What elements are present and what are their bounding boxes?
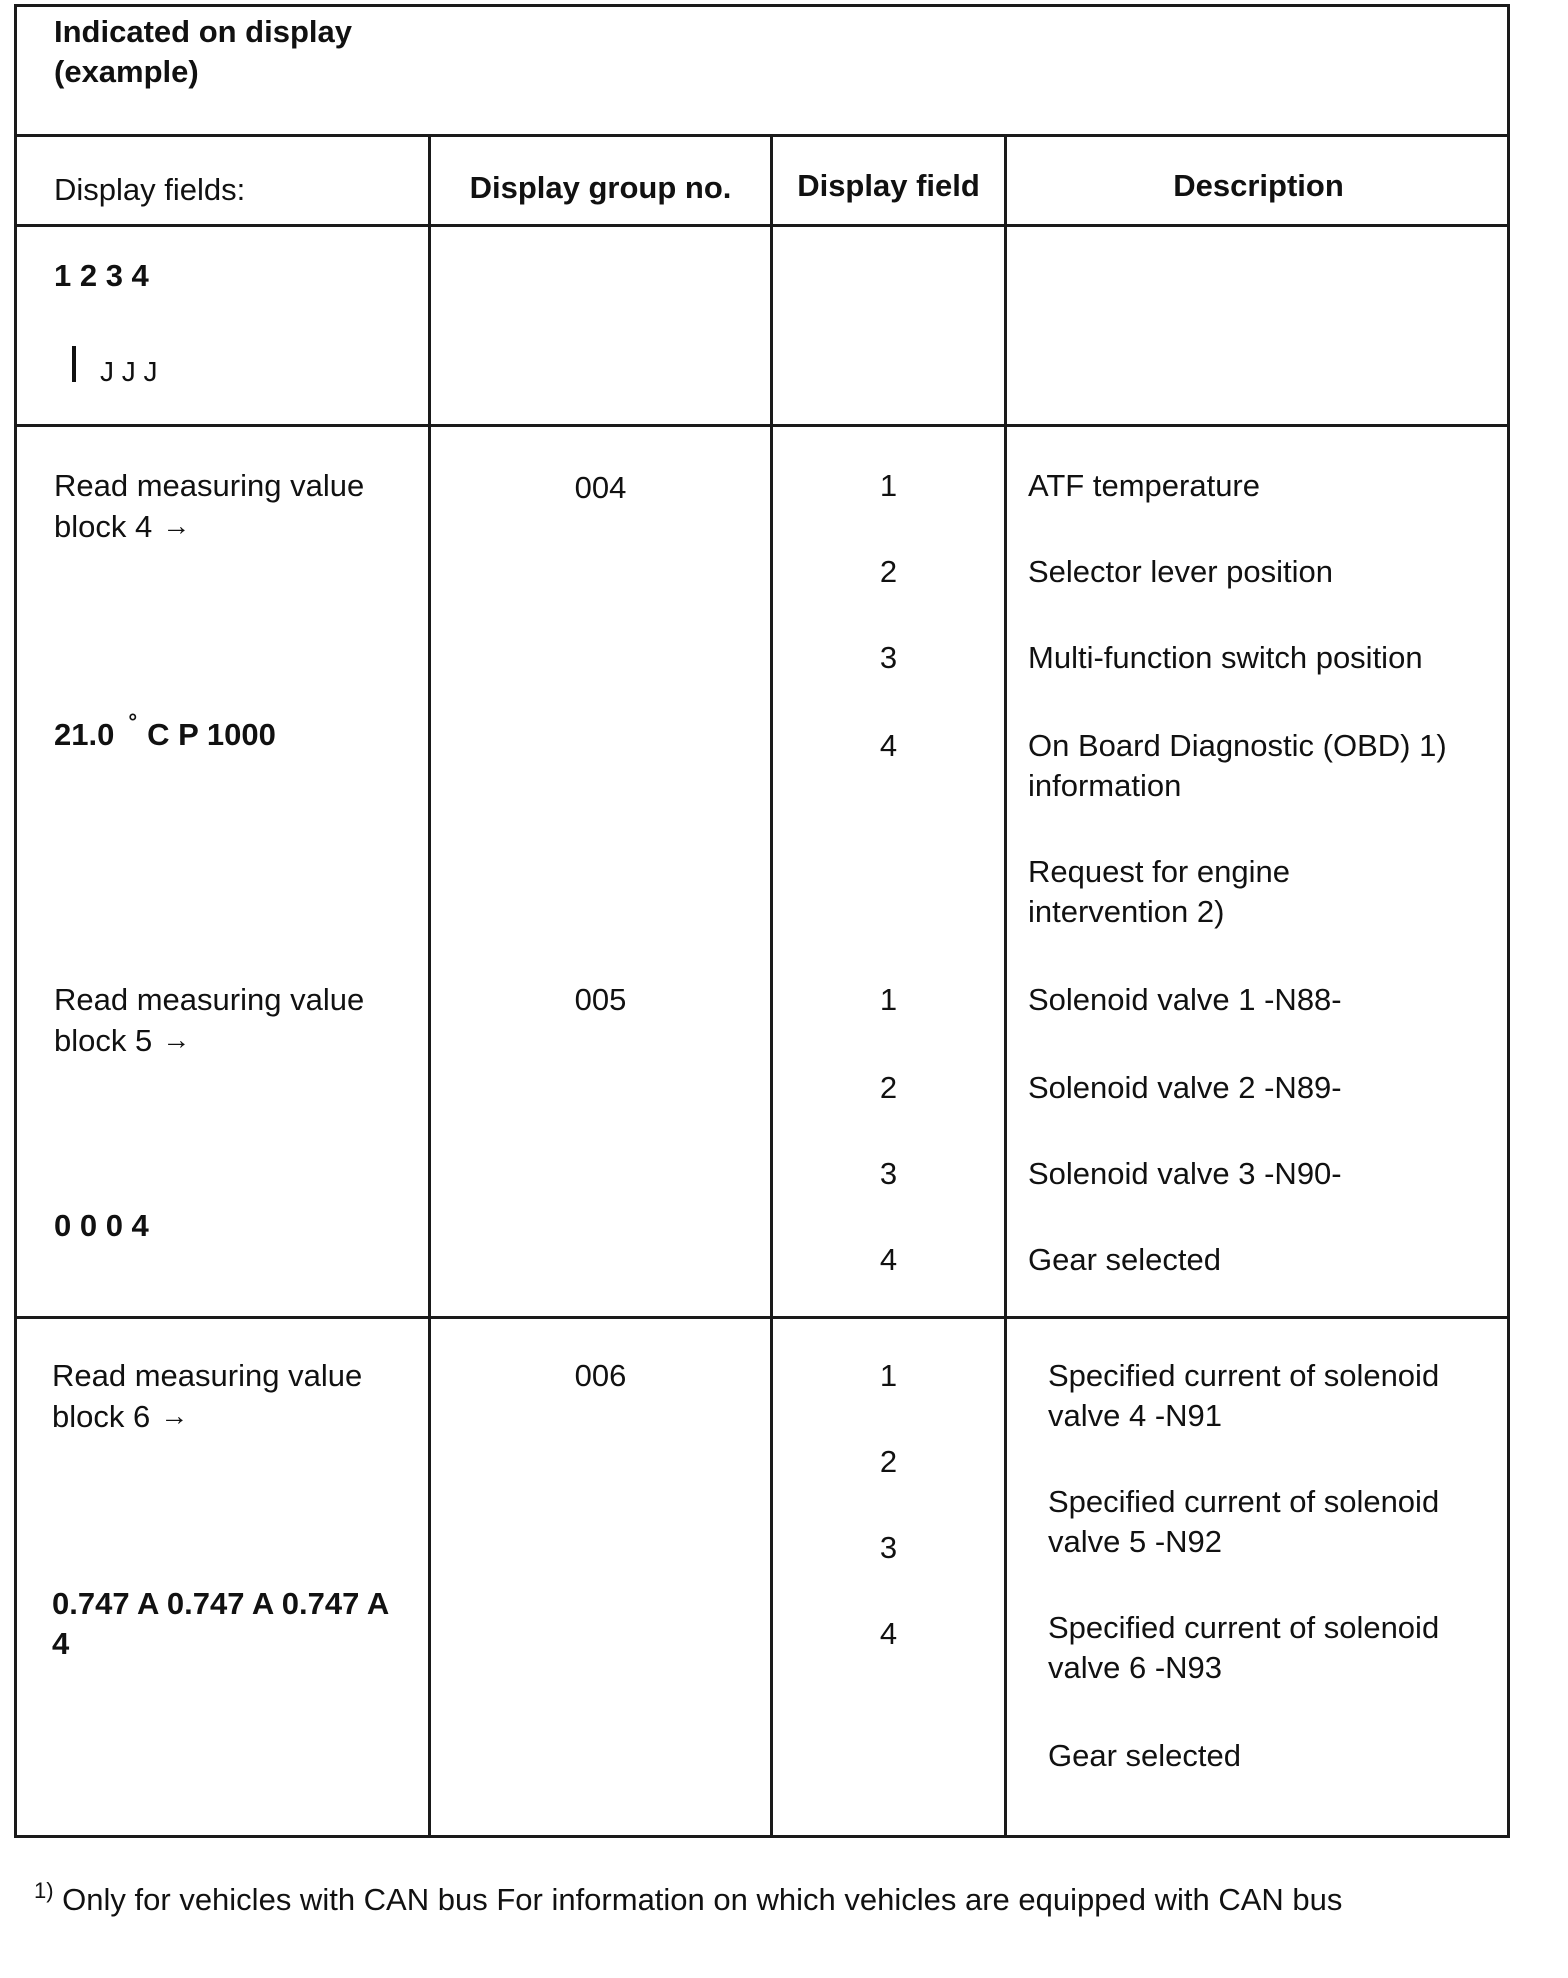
- block4-description-2: Selector lever position: [1028, 554, 1333, 589]
- block6-reading: 0.747 A 0.747 A 0.747 A 4: [52, 1586, 390, 1661]
- block4-field-2: 2: [879, 554, 898, 589]
- block4-description-5: Request for engine intervention 2): [1028, 854, 1290, 929]
- block4-group-number: 004: [574, 470, 627, 505]
- right-arrow-icon: →: [162, 510, 191, 541]
- display-marker-bar: [72, 346, 76, 382]
- header-description: Description: [1173, 168, 1344, 203]
- block6-description-3: Specified current of solenoid valve 6 -N93: [1048, 1610, 1440, 1685]
- example-markers: J J J: [100, 356, 158, 387]
- rule-below-title: [14, 134, 1510, 137]
- block6-description-1: Specified current of solenoid valve 4 -N91: [1048, 1358, 1440, 1433]
- header-display-field: Display field: [797, 168, 980, 203]
- block6-label-text: Read measuring value block 6: [52, 1358, 363, 1434]
- block5-field-2: 2: [879, 1070, 898, 1105]
- header-display-fields: Display fields:: [54, 172, 246, 207]
- right-arrow-icon: →: [162, 1024, 191, 1055]
- degree-symbol: °: [128, 709, 138, 734]
- footnote-text: Only for vehicles with CAN bus For information on which vehicles are equipped with CAN bus: [53, 1882, 1343, 1917]
- table-title: Indicated on display (example): [54, 14, 352, 89]
- example-field-numbers: 1 2 3 4: [54, 258, 149, 293]
- rule-below-header: [14, 224, 1510, 227]
- footnote-marker: 1): [34, 1878, 54, 1903]
- block5-description-4: Gear selected: [1028, 1242, 1221, 1277]
- rule-below-example: [14, 424, 1510, 427]
- block5-field-3: 3: [879, 1156, 898, 1191]
- block5-label: [54, 980, 364, 1061]
- block4-label: [54, 466, 364, 547]
- block6-field-4: 4: [879, 1616, 898, 1651]
- block4-reading: [54, 702, 276, 755]
- block4-field-3: 3: [879, 640, 898, 675]
- column-divider-3: [1004, 134, 1007, 1838]
- block5-group-number: 005: [574, 982, 627, 1017]
- header-display-group-no: Display group no.: [469, 170, 732, 205]
- block4-description-3: Multi-function switch position: [1028, 640, 1423, 675]
- block4-label-text: Read measuring value block 4: [54, 468, 365, 544]
- right-arrow-icon: →: [160, 1400, 189, 1431]
- block4-field-1: 1: [879, 468, 898, 503]
- block5-description-3: Solenoid valve 3 -N90-: [1028, 1156, 1342, 1191]
- block5-field-1: 1: [879, 982, 898, 1017]
- block6-field-3: 3: [879, 1530, 898, 1565]
- block4-field-4: 4: [879, 728, 898, 763]
- block5-description-2: Solenoid valve 2 -N89-: [1028, 1070, 1342, 1105]
- block6-label: [52, 1356, 362, 1437]
- footnote: [34, 1880, 1342, 1920]
- block4-reading-rest: C P 1000: [147, 717, 276, 752]
- block4-description-4: On Board Diagnostic (OBD) 1) information: [1028, 728, 1447, 803]
- block4-description-1: ATF temperature: [1028, 468, 1261, 503]
- rule-below-block5: [14, 1316, 1510, 1319]
- block6-group-number: 006: [574, 1358, 627, 1393]
- block5-field-4: 4: [879, 1242, 898, 1277]
- block6-field-1: 1: [879, 1358, 898, 1393]
- block5-label-text: Read measuring value block 5: [54, 982, 365, 1058]
- block6-field-2: 2: [879, 1444, 898, 1479]
- block6-description-2: Specified current of solenoid valve 5 -N92: [1048, 1484, 1440, 1559]
- block6-description-4: Gear selected: [1048, 1738, 1241, 1773]
- block4-reading-value: 21.0: [54, 717, 115, 752]
- block5-reading: 0 0 0 4: [54, 1208, 149, 1243]
- block5-description-1: Solenoid valve 1 -N88-: [1028, 982, 1342, 1017]
